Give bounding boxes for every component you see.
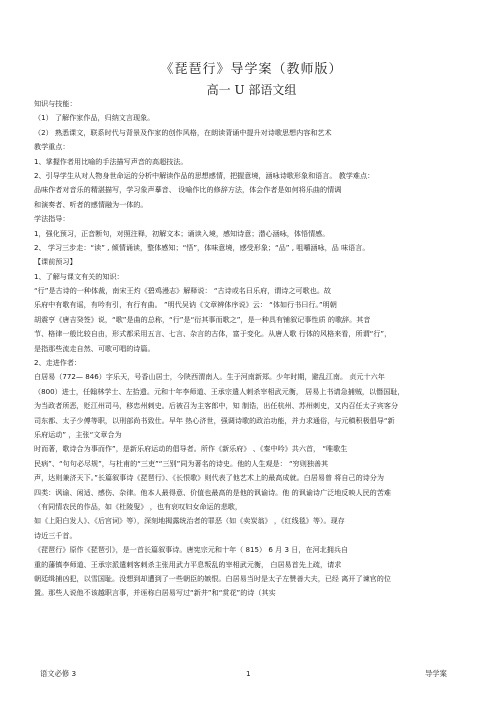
body-line: 白居易（772— 846）字乐天，号香山居士，今陕西渭南人。生于河南新郑。少年时期，避乱江南。 贞元十六年: [34, 372, 385, 382]
body-line: 如《上阳白发人》、《后宫词》等），深刻地揭露统治者的罪恶（如《卖炭翁》 ，《红线毯》等）。现存: [34, 516, 345, 526]
body-line: 2、 学习三步走：“读” , 倾情诵读，整体感知；“悟”，体味意境，感受形象；“品” , 咀嚼涵咏，品 味语言。: [34, 242, 370, 252]
body-line: 乐府中有歌有谣，有吟有引，有行有曲。 ”明代吴讷《文章辨体序说》云： “体如行书曰行。”明朝: [34, 300, 337, 310]
body-line: 为当政者所恶，贬江州司马，移忠州刺史。后被召为主客郎中，知 制诰，出任杭州、苏州刺史，又内召任太子宾客分: [34, 401, 399, 411]
body-line: 《琵琶行》原作《琵琶引》，是一首长篇叙事诗。唐宪宗元和十年（ 815） 6 月 3 日，在河北拥兵自: [34, 545, 349, 555]
body-line: 1、掌握作者用比喻的手法描写声音的高超技法。: [34, 156, 188, 166]
body-line: 重的藩镇李师道、王承宗派遣刺客刺杀主张用武力平息叛乱的宰相武元衡， 白居易首先上疏，请求: [34, 559, 342, 569]
footer-left: 语文必修 3: [40, 669, 77, 678]
body-line: （800）进士，任翰林学士、左拾遗。元和十年李师道、王承宗遣人刺杀宰相武元衡， 居易上书请急捕贼，以僭国耻，: [34, 386, 405, 396]
body-line: （2） 熟悉课文，联系时代与背景及作家的创作风格，在朗读背诵中提升对诗歌思想内容和艺术: [34, 127, 332, 137]
body-line: 1，强化预习，正音断句，对照注释，初解文本；诵读入境，感知诗意；潜心涵咏，体悟情感。: [34, 228, 330, 238]
body-line: 和演奏者、听者的感情融为一体的。: [34, 199, 148, 209]
document-body: [34, 97, 474, 601]
body-line: 【课前预习】: [34, 257, 77, 267]
body-line: （有同情农民的作品，如《杜陵叟》 ，也有哀叹妇女命运的悲歌，: [34, 501, 242, 511]
body-line: 节、格律一般比较自由，形式都采用五言、七言、杂言的古体，富于变化。从唐人歌 行体的风格来看，所谓“行”，: [34, 329, 392, 339]
footer-page-number: 1: [246, 669, 251, 678]
body-line: 声，达则兼济天下。”长篇叙事诗《琵琶行》、《长恨歌》则代表了他艺术上的最高成就。白居易曾 将自己的诗分为: [34, 473, 384, 483]
body-line: 是指那些流走自然、可歌可唱的诗篇。: [34, 343, 155, 353]
body-line: 诗近三千首。: [34, 530, 77, 540]
body-line: 时而著，歌诗合为事而作”，是新乐府运动的倡导者。所作《新乐府》 、《秦中吟》共六首， “唯歌生: [34, 444, 348, 454]
body-line: 司东都、太子少傅等职，以刑部尚书致仕。早年 热心济世，强调诗歌的政治功能，并力求通俗，与元稹积极倡导“新: [34, 415, 395, 425]
body-line: 四类：讽谕、闲适、感伤、杂律。他本人最得意、价值也最高的是他的讽谕诗。他 的讽谕诗广泛地反映人民的苦难: [34, 487, 391, 497]
body-line: 朝廷缉捕凶犯，以雪国耻。没想到却遭到了一些朝臣的嫉恨。白居易当时是太子左赞善大夫，已经 离开了谏官的位: [34, 573, 391, 583]
body-line: 品味作者对音乐的精湛描写，学习象声摹音、 设喻作比的修辞方法，体会作者是如何将乐曲的情调: [34, 185, 342, 195]
body-line: 民病”、“句句必尽规”，与杜甫的“三吏”“三别”同为著名的诗史。他的人生观是： “穷则独善其: [34, 458, 329, 468]
body-line: 1、了解与课文有关的知识：: [34, 271, 124, 281]
body-line: 知识与技能：: [34, 99, 77, 108]
body-line: 2、引导学生从对人物身世命运的分析中解读作品的思想感情，把握意境，涵咏诗歌形象和语言。 教学难点：: [34, 170, 375, 180]
body-line: 2、走进作者：: [34, 358, 82, 368]
body-line: 置。那些人说他不该越职言事，并诬称白居易写过“新井”和“赏花”的诗（其实: [34, 588, 276, 598]
body-line: 胡震亨《唐吉癸签》说，“歌”是曲的总称，“行”是“衍其事而歌之”，是一种具有铺叙记事性质 的歌辞。其音: [34, 314, 371, 324]
body-line: （1） 了解作家作品，归纳文言现象。: [34, 113, 155, 123]
body-line: 乐府运动” ，主张“文章合为: [34, 429, 122, 439]
body-line: 教学重点：: [34, 142, 70, 152]
body-line: “行”是古诗的一种体裁，南宋王灼《碧鸡漫志》解释说： “古诗或名曰乐府，谓诗之可歌也。故: [34, 286, 332, 296]
body-line: 学法指导：: [34, 214, 70, 224]
document-title: 《琵琶行》导学案（教师版）: [160, 62, 343, 77]
footer-right: 导学案: [425, 669, 447, 678]
document-subtitle: 高一 U 部语文组: [206, 83, 297, 97]
